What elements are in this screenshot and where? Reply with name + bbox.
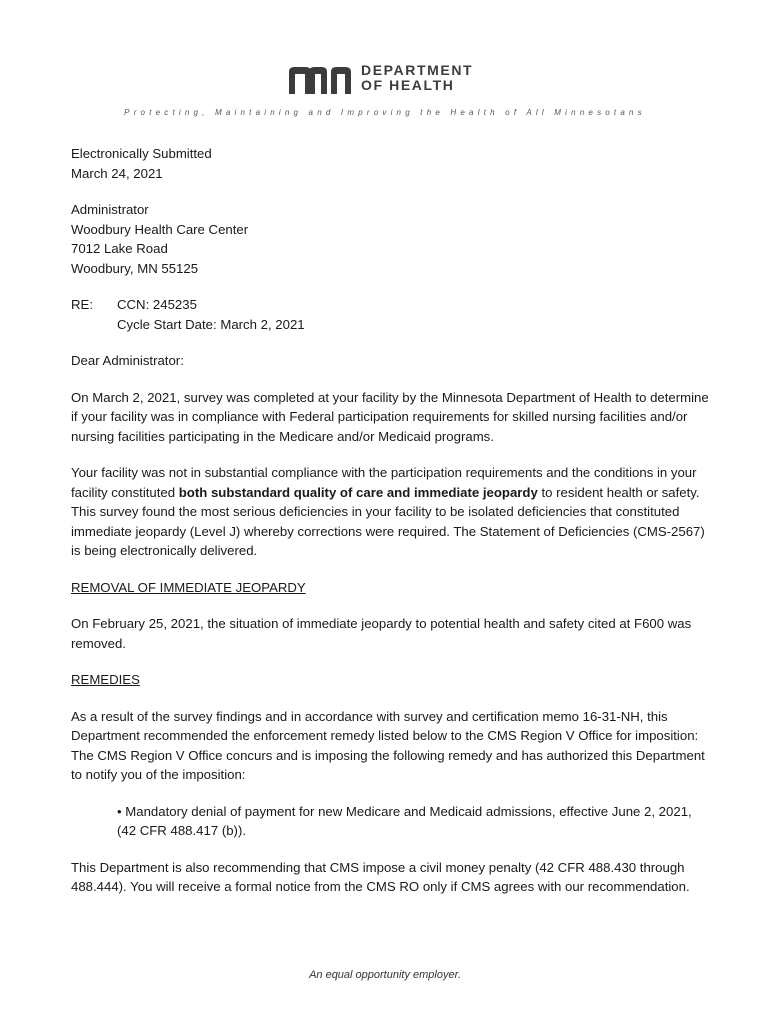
recipient-address xyxy=(71,200,711,278)
department-name xyxy=(361,63,473,93)
address-line: Woodbury Health Care Center xyxy=(71,221,249,237)
paragraph-compliance xyxy=(71,463,711,561)
submission-method: Electronically Submitted xyxy=(71,146,212,161)
re-label: RE: xyxy=(71,297,93,312)
paragraph-text: to resident health or safety. This survey found the most serious deficiencies in your facility to be isolated deficiencies that constituted immediate jeopardy (Level J) whereby corrections were required. The Statement of Deficiencies (CMS-2567) is being electronically delivered. xyxy=(71,484,705,558)
paragraph-remedies: As a result of the survey findings and in accordance with survey and certification memo 16-31-NH, this Department recommended the enforcement remedy listed below to the CMS Region V Office for imposition: The CMS Region V Office concurs and is imposing the following remedy and has authorized this Department to notify you of the imposition: xyxy=(71,708,705,782)
re-block xyxy=(71,295,711,334)
paragraph-removal: On February 25, 2021, the situation of immediate jeopardy to potential health and safety cited at F600 was removed. xyxy=(71,616,692,651)
heading-removal: REMOVAL OF IMMEDIATE JEOPARDY xyxy=(71,579,306,595)
paragraph-penalty: This Department is also recommending that CMS impose a civil money penalty (42 CFR 488.430 through 488.444). You will receive a formal notice from the CMS RO only if CMS agrees with our recommendation. xyxy=(71,859,690,894)
logo-line-1: DEPARTMENT xyxy=(361,62,474,78)
submission-block xyxy=(71,144,711,183)
mn-logo-icon xyxy=(289,64,353,96)
tagline: Protecting, Maintaining and Improving the Health of All Minnesotans xyxy=(124,108,646,117)
salutation: Dear Administrator: xyxy=(71,353,184,368)
logo-line-2: OF HEALTH xyxy=(361,77,455,93)
remedy-bullet: • Mandatory denial of payment for new Medicare and Medicaid admissions, effective June 2, 2021, (42 CFR 488.417 (b)). xyxy=(117,803,692,838)
letter-body xyxy=(71,144,711,914)
letter-date: March 24, 2021 xyxy=(71,165,163,181)
address-line: Woodbury, MN 55125 xyxy=(71,260,199,276)
paragraph-text: Your facility was not in substantial compliance with the participation requirements and the conditions in your facility constituted xyxy=(71,465,697,500)
letterhead xyxy=(0,62,770,102)
footer-text: An equal opportunity employer. xyxy=(309,969,461,981)
paragraph-survey: On March 2, 2021, survey was completed at your facility by the Minnesota Department of Health to determine if your facility was in compliance with Federal participation requirements for skilled nursing facilities and/or nursing facilities participating in the Medicare and/or Medicaid programs. xyxy=(71,389,709,444)
heading-remedies: REMEDIES xyxy=(71,672,140,687)
re-ccn: CCN: 245235 xyxy=(117,297,197,312)
emphasis-text: both substandard quality of care and immediate jeopardy xyxy=(178,484,538,500)
address-line: Administrator xyxy=(71,202,149,217)
re-cycle-start: Cycle Start Date: March 2, 2021 xyxy=(117,316,305,332)
mdh-logo xyxy=(289,62,489,98)
address-line: 7012 Lake Road xyxy=(71,241,168,256)
